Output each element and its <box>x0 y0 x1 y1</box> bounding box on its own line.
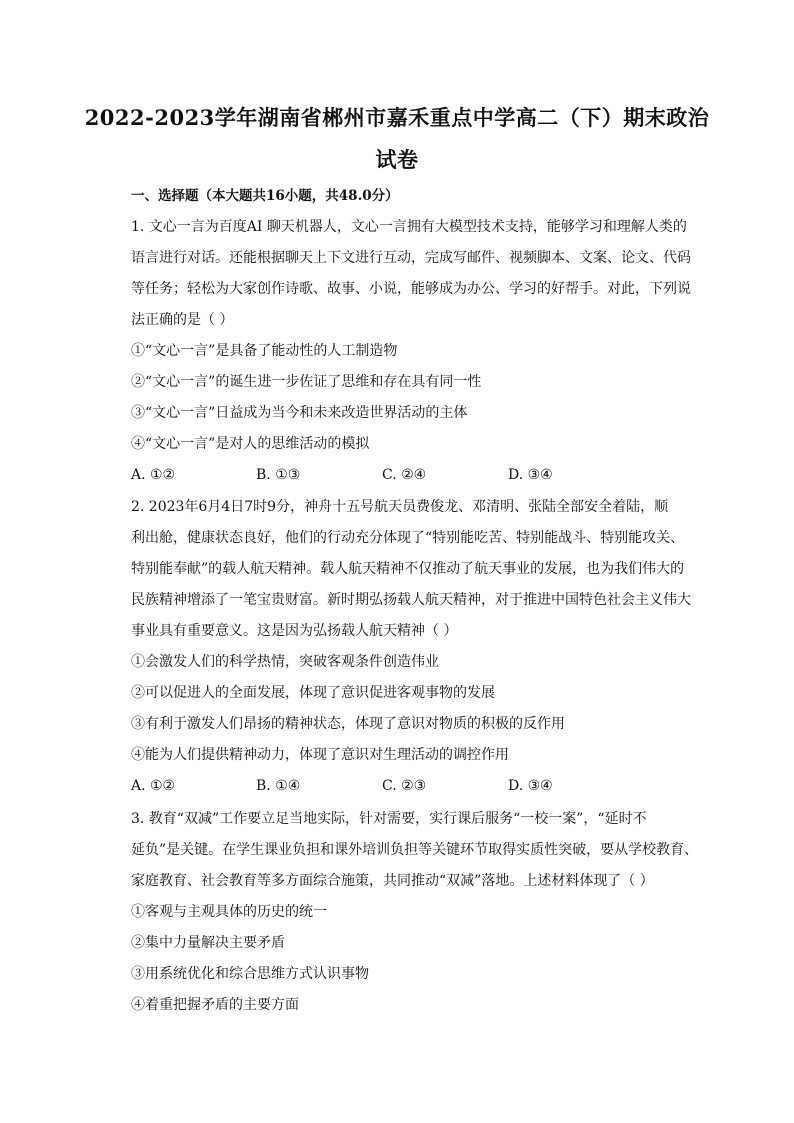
q1-statement: ②“文心一言”的诞生进一步佐证了思维和存在具有同一性 <box>131 374 482 390</box>
q3-statement: ①客观与主观具体的历史的统一 <box>131 904 327 920</box>
q3-stem-line: 3. 教育“双减”工作要立足当地实际，针对需要，实行课后服务“一校一案”，“延时不 <box>131 811 647 827</box>
q1-statement: ④“文心一言”是对人的思维活动的模拟 <box>131 436 370 452</box>
q3-statement: ④着重把握矛盾的主要方面 <box>131 997 299 1013</box>
q2-stem-line: 利出舱，健康状态良好，他们的行动充分体现了“特别能吃苦、特别能战斗、特别能攻关、 <box>131 530 685 546</box>
q2-option-a: A. ①② <box>131 778 176 794</box>
q1-stem-line: 法正确的是（ ） <box>131 312 234 328</box>
q2-option-d: D. ③④ <box>508 778 553 794</box>
q3-stem-line: 延负”是关键。在学生课业负担和课外培训负担等关键环节取得实质性突破，要从学校教育、 <box>131 842 699 858</box>
q1-option-c: C. ②④ <box>382 467 427 483</box>
q1-statement: ③“文心一言”日益成为当今和未来改造世界活动的主体 <box>131 405 468 421</box>
q1-stem-line: 1. 文心一言为百度AI 聊天机器人，文心一言拥有大模型技术支持，能够学习和理解人类的 <box>131 219 687 235</box>
q2-statement: ③有利于激发人们昂扬的精神状态，体现了意识对物质的积极的反作用 <box>131 716 565 732</box>
q1-option-a: A. ①② <box>131 467 176 483</box>
q1-stem-line: 语言进行对话。还能根据聊天上下文进行互动，完成写邮件、视频脚本、文案、论文、代码 <box>131 250 691 266</box>
exam-title-line2: 试卷 <box>375 147 419 172</box>
q2-stem-line: 特别能奉献”的载人航天精神。载人航天精神不仅推动了航天事业的发展，也为我们伟大的 <box>131 561 685 577</box>
section-heading: 一、选择题（本大题共16小题，共48.0分） <box>131 188 399 204</box>
q1-option-b: B. ①③ <box>256 467 301 483</box>
exam-title-line1: 2022-2023学年湖南省郴州市嘉禾重点中学高二（下）期末政治 <box>84 105 710 130</box>
q2-stem-line: 民族精神增添了一笔宝贵财富。新时期弘扬载人航天精神，对于推进中国特色社会主义伟大 <box>131 592 691 608</box>
q1-stem-line: 等任务；轻松为大家创作诗歌、故事、小说，能够成为办公、学习的好帮手。对此，下列说 <box>131 281 691 297</box>
q2-statement: ①会激发人们的科学热情，突破客观条件创造伟业 <box>131 654 439 670</box>
q1-option-d: D. ③④ <box>508 467 553 483</box>
q3-statement: ③用系统优化和综合思维方式认识事物 <box>131 966 369 982</box>
q3-stem-line: 家庭教育、社会教育等多方面综合施策，共同推动“双减”落地。上述材料体现了（ ） <box>131 873 654 889</box>
q2-stem-line: 事业具有重要意义。这是因为弘扬载人航天精神（ ） <box>131 623 458 639</box>
q2-stem-line: 2. 2023年6月4日7时9分，神舟十五号航天员费俊龙、邓清明、张陆全部安全着陆，顺 <box>131 499 669 515</box>
q2-statement: ②可以促进人的全面发展，体现了意识促进客观事物的发展 <box>131 685 495 701</box>
q1-statement: ①“文心一言”是具备了能动性的人工制造物 <box>131 343 398 359</box>
q2-option-b: B. ①④ <box>256 778 301 794</box>
q2-option-c: C. ②③ <box>382 778 427 794</box>
q2-statement: ④能为人们提供精神动力，体现了意识对生理活动的调控作用 <box>131 747 509 763</box>
q3-statement: ②集中力量解决主要矛盾 <box>131 935 285 951</box>
